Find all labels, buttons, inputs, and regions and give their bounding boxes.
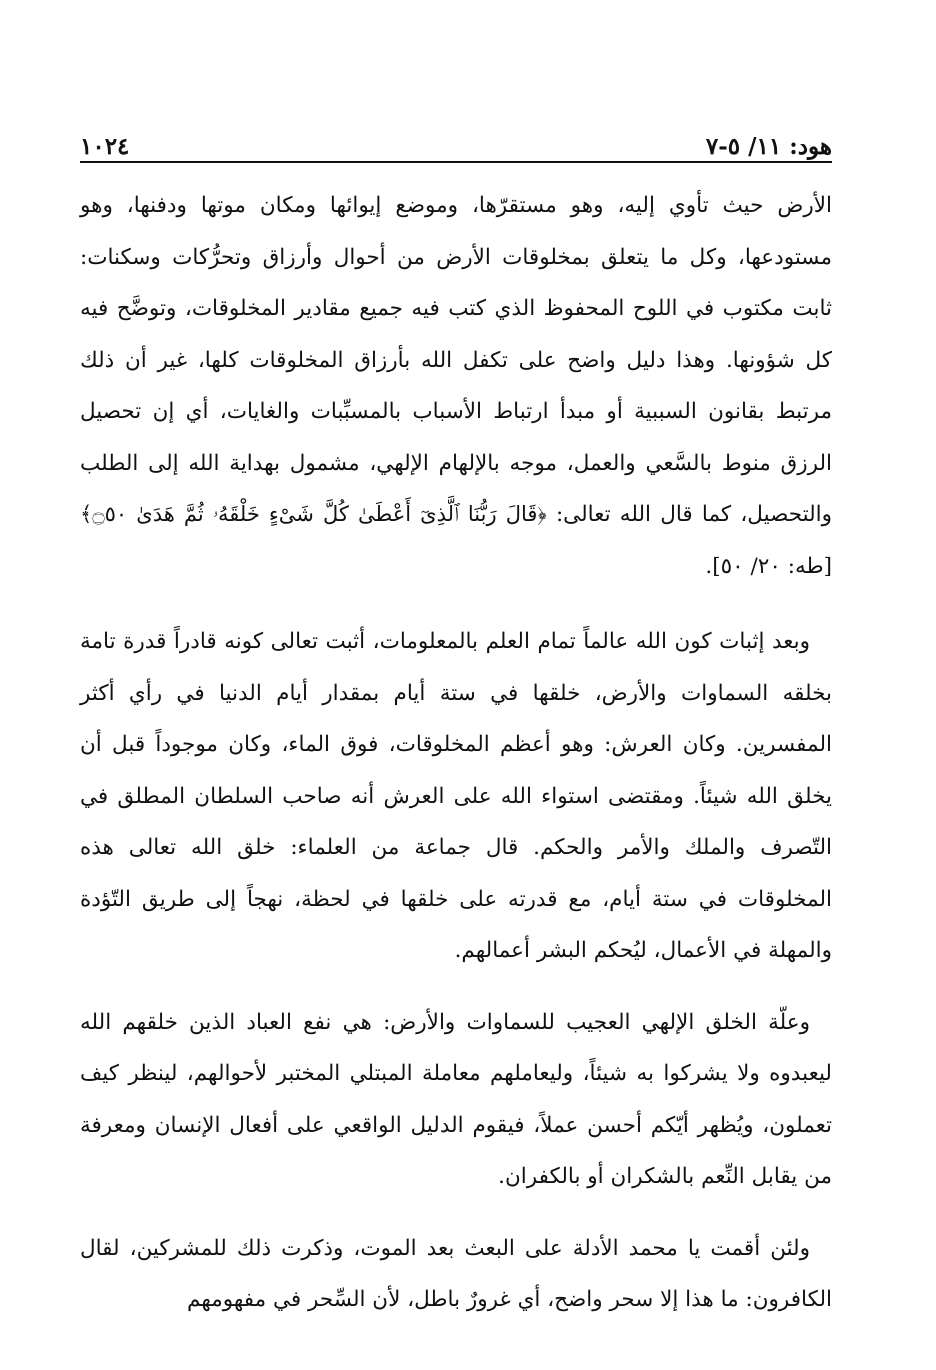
page-number: ١٠٢٤ (80, 133, 130, 160)
header-divider (80, 161, 832, 163)
paragraph-1-text: الأرض حيث تأوي إليه، وهو مستقرّها، وموضع إيوائها ومكان موتها ودفنها، وهو مستودعها، وكل ما يتعلق بمخلوقات الأرض من أحوال وأرزاق وتحرُّكات وسكنات: ثابت مكتوب في اللوح المحفوظ الذي كتب فيه جميع مقادير المخلوقات، وتوضَّح فيه كل شؤونها. وهذا دليل واضح على تكفل الله بأرزاق المخلوقات كلها، غير أن ذلك مرتبط بقانون السببية أو مبدأ ارتباط الأسباب بالمسبِّبات والغايات، أي إن تحصيل الرزق منوط بالسَّعي والعمل، موجه بالإلهام الإلهي، مشمول بهداية الله إلى الطلب والتحصيل، كما قال الله تعالى: (80, 193, 832, 527)
paragraph-4: ولئن أقمت يا محمد الأدلة على البعث بعد الموت، وذكرت ذلك للمشركين، لقال الكافرون: ما هذا إلا سحر واضح، أي غرورٌ باطل، لأن السِّحر في مفهومهم (80, 1235, 832, 1312)
surah-reference: هود: ١١/ ٥-٧ (705, 133, 832, 160)
paragraph-2: وبعد إثبات كون الله عالماً تمام العلم بالمعلومات، أثبت تعالى كونه قادراً قدرة تامة بخلقه السماوات والأرض، خلقها في ستة أيام بمقدار أيام الدنيا في رأي أكثر المفسرين. وكان العرش: وهو أعظم المخلوقات، فوق الماء، وكان موجوداً قبل أن يخلق الله شيئاً. ومقتضى استواء الله على العرش أنه صاحب السلطان المطلق في التّصرف والملك والأمر والحكم. قال جماعة من العلماء: خلق الله تعالى هذه المخلوقات في ستة أيام، مع قدرته على خلقها في لحظة، نهجاً إلى طريق التّؤدة والمهلة في الأعمال، ليُحكم البشر أعمالهم. (80, 629, 832, 963)
body-text (80, 180, 832, 1326)
page-header (80, 124, 832, 160)
book-page (80, 0, 832, 1370)
quran-verse: ﴿قَالَ رَبُّنَا ٱلَّذِىٓ أَعْطَىٰ كُلَّ شَىْءٍ خَلْقَهُۥ ثُمَّ هَدَىٰ ۝٥٠﴾ (80, 502, 547, 526)
verse-citation: [طه: ٢٠/ ٥٠]. (705, 553, 832, 579)
paragraph-3: وعلّة الخلق الإلهي العجيب للسماوات والأرض: هي نفع العباد الذين خلقهم الله ليعبدوه ولا يشركوا به شيئاً، وليعاملهم معاملة المبتلي المختبر لأحوالهم، لينظر كيف تعملون، ويُظهر أيّكم أحسن عملاً، فيقوم الدليل الواقعي على أفعال الإنسان ومعرفة من يقابل النِّعم بالشكران أو بالكفران. (80, 1009, 832, 1189)
paragraph-1 (80, 180, 832, 592)
